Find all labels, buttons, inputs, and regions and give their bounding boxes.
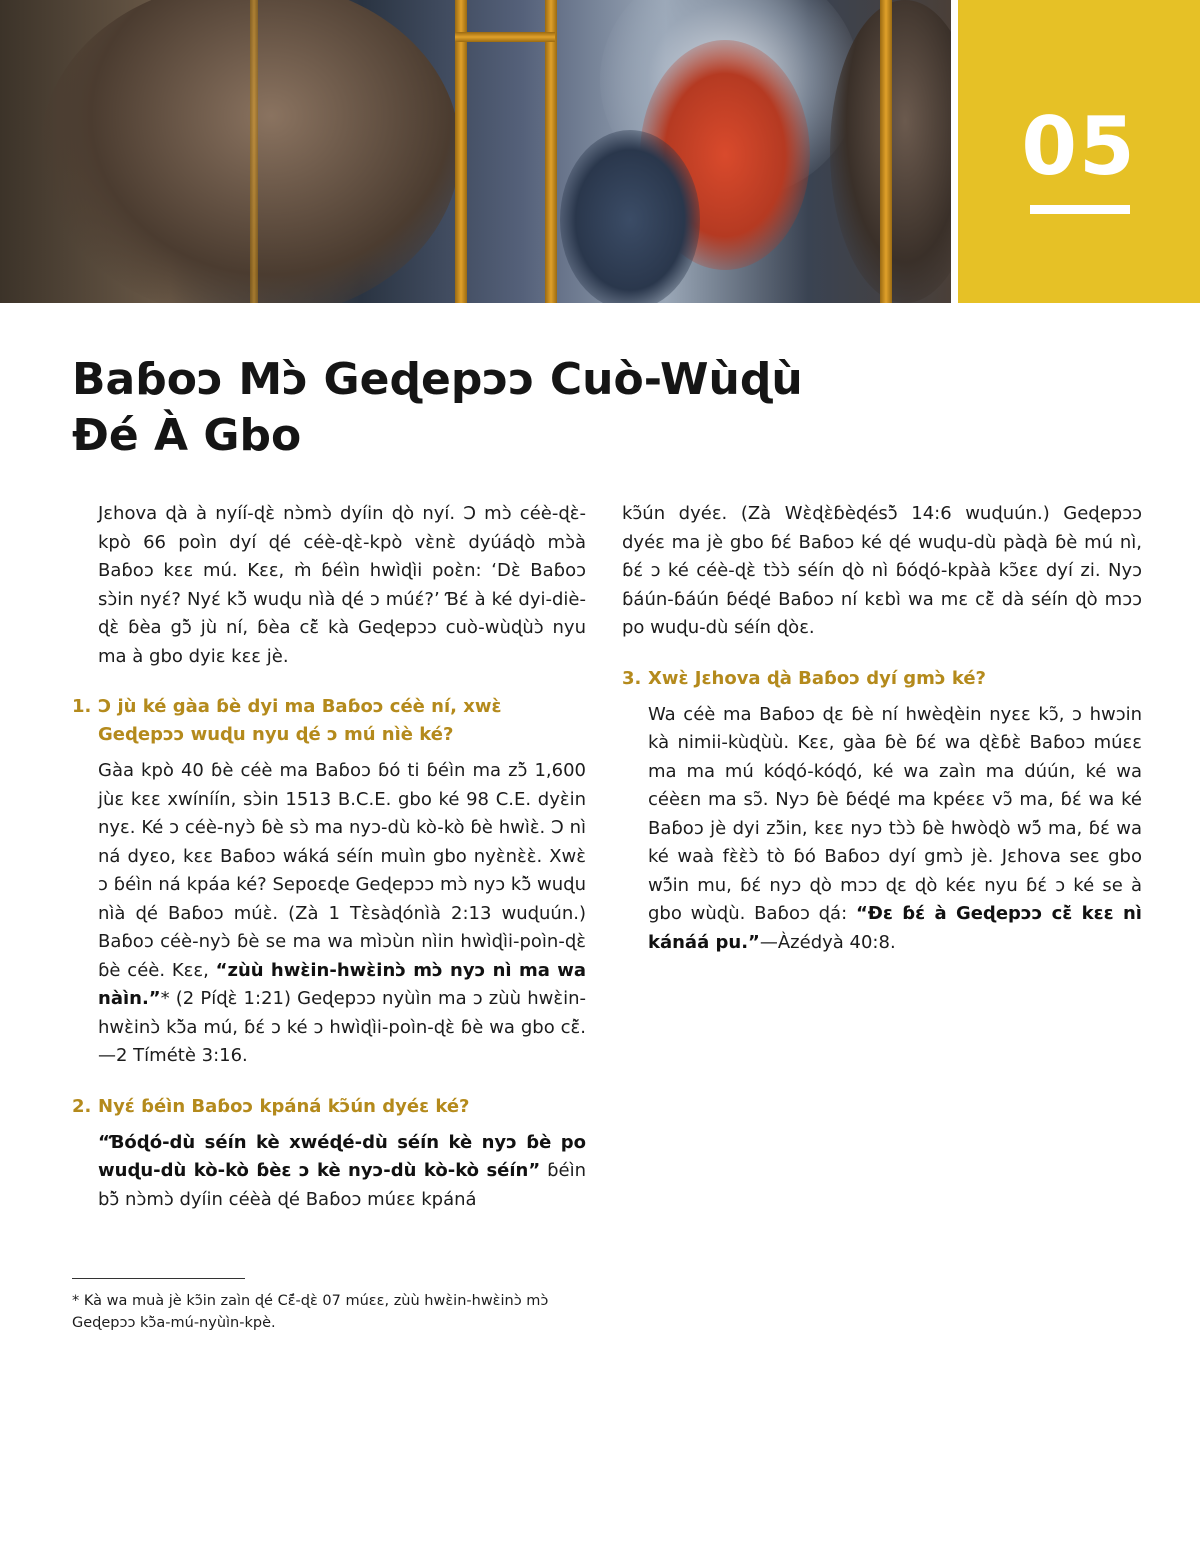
chapter-number: 05	[1021, 100, 1137, 193]
answer-text: Wa céè ma Baɓoɔ ɖɛ ɓè ní hwèɖèin nyɛɛ kɔ̃, ɔ hwɔin kà nimii-kùɖùù. Kɛɛ, gàa ɓè ɓɛ́ wa ɖɛ̀ɓɛ̀ Baɓoɔ múɛɛ ma ma mú kóɖó-kóɖó, ké wa zaìn ma dúún, ké wa céèɛn ma sɔ̃. Nyɔ ɓè ɓéɖé ma kpéɛɛ vɔ̃ ma, ɓɛ́ wa ké Baɓoɔ jè dyi zɔ̃̀in, kɛɛ nyɔ tɔ̀ɔ̀ ɓè hwòɖò wɔ̃́ ma, ɓɛ́ wa ké waà fɛ̀ɛ̀ɔ̀ tò ɓó Baɓoɔ dyí gmɔ̀ jè. Jɛhova seɛ gbo wɔ̃́in mu, ɓɛ́ nyɔ ɖò mɔɔ ɖɛ ɖò kéɛ nyu ɓɛ́ ɔ ké se à gbo wùɖù. Baɓoɔ ɖá:	[648, 703, 1142, 924]
question-text: Xwɛ̀ Jɛhova ɖà Baɓoɔ dyí gmɔ̀ ké?	[648, 667, 986, 689]
question-1	[72, 693, 586, 749]
photo-pole	[545, 0, 557, 303]
chapter-rule	[1030, 205, 1130, 214]
right-column	[622, 500, 1142, 957]
title-line-2: Ɖé À Gbo	[72, 410, 302, 461]
answer-text: Gàa kpò 40 ɓè céè ma Baɓoɔ ɓó ti ɓéìn ma zɔ̃̀ 1,600 jùɛ kɛɛ xwíníín, sɔ̀in 1513 B.C.E. gbo ké 98 C.E. dyɛ̀in nyɛ. Ké ɔ céè-nyɔ̀ ɓè sɔ̀ ma nyɔ-dù kò-kò ɓè hwìɛ̀. Ɔ nì ná dyɛo, kɛɛ Baɓoɔ wáká séín muìn gbo nyɛ̀nɛ̀ɛ̀. Xwɛ̀ ɔ ɓéìn ná kpáa ké? Sepoɛɖe Geɖepɔɔ mɔ̀ nyɔ kɔ̃̀ wuɖu nìà ɖé Baɓoɔ múɛ̀. (Zà 1 Tɛ̀sàɖónìà 2:13 wuɖuún.) Baɓoɔ céè-nyɔ̀ ɓè se ma wa mìɔùn nìin hwìɖìi-poìn-ɖɛ̀ ɓè céè. Kɛɛ,	[98, 760, 586, 981]
answer-1-paragraph	[72, 757, 586, 1071]
title-line-1: Baɓoɔ Mɔ̀ Geɖepɔɔ Cuò-Wùɖù	[72, 354, 803, 405]
footnote: * Kà wa muà jè kɔ̃in zaìn ɖé Cɛ̃́-ɖɛ̀ 07 múɛɛ, zùù hwɛ̀in-hwɛ̀inɔ̀ mɔ̀ Geɖepɔɔ kɔ̃̀a-mú-nyùìn-kpè.	[72, 1293, 549, 1331]
answer-text: * (2 Píɖɛ̀ 1:21) Geɖepɔɔ nyùìn ma ɔ zùù hwɛ̀in-hwɛ̀inɔ̀ kɔ̃̀a mú, ɓɛ́ ɔ ké ɔ hwìɖìi-poìn-ɖɛ̀ ɓè wa gbo cɛ̃̀.—2 Tímétè 3:16.	[98, 988, 586, 1066]
page-title	[72, 352, 1132, 464]
chapter-badge	[958, 0, 1200, 303]
question-number: 1.	[72, 696, 92, 717]
bold-quote: “Ɓóɖó-dù séín kè xwéɖé-dù séín kè nyɔ ɓè po wuɖu-dù kò-kò ɓèɛ ɔ kè nyɔ-dù kò-kò séín”	[98, 1131, 586, 1181]
left-column	[72, 500, 586, 1214]
photo-seat	[560, 130, 700, 303]
header-photo	[0, 0, 951, 303]
photo-pole	[250, 0, 258, 303]
question-number: 2.	[72, 1095, 92, 1117]
answer-2-continued: kɔ̃ún dyéɛ. (Zà Wɛ̀ɖɛ̀ɓèɖésɔ̃̀ 14:6 wuɖuún.) Geɖepɔɔ dyéɛ ma jè gbo ɓɛ́ Baɓoɔ ké ɖé wuɖu-dù pàɖà ɓè mú nì, ɓɛ́ ɔ ké céè-ɖɛ̀ tɔ̀ɔ̀ séín ɖò nì ɓóɖó-kpàà kɔ̃ɛɛ dyí zi. Nyɔ ɓáún-ɓáún ɓéɖé Baɓoɔ ní kɛbì wa mɛ cɛ̃̀ dà séín ɖò mɔɔ po wuɖu-dù séín ɖòɛ.	[622, 503, 1142, 638]
footnote-rule	[72, 1278, 245, 1279]
photo-rail	[455, 32, 555, 42]
question-2	[72, 1093, 586, 1121]
question-text: Nyɛ́ ɓéìn Baɓoɔ kpáná kɔ̃ún dyéɛ ké?	[98, 1095, 470, 1117]
answer-text: ɓéìn bɔ̃̀ nɔ̀mɔ̀ dyíin céèà ɖé Baɓoɔ múɛɛ kpáná	[98, 1160, 586, 1210]
photo-pole	[880, 0, 892, 303]
question-3	[622, 665, 1142, 693]
answer-3-paragraph	[622, 701, 1142, 958]
answer-2-paragraph	[72, 1129, 586, 1215]
intro-paragraph: Jɛhova ɖà à nyíí-ɖɛ̀ nɔ̀mɔ̀ dyíin ɖò nyí. Ɔ mɔ̀ céè-ɖɛ̀-kpò 66 poìn dyí ɖé céè-ɖɛ̀-kpò vɛ̀nɛ̀ dyúáɖò mɔ̀à Baɓoɔ kɛɛ mú. Kɛɛ, m̀ ɓéìn hwìɖìi poɛ̀n: ‘Dɛ̀ Baɓoɔ sɔ̀in nyɛ́? Nyɛ́ kɔ̃̀ wuɖu nìà ɖé ɔ múɛ́?’ Ɓɛ́ à ké dyi-diè-ɖɛ̀ ɓèa gɔ̃̀ jù ní, ɓèa cɛ̃̀ kà Geɖepɔɔ cuò-wùɖùɔ̀ nyu ma à gbo dyiɛ kɛɛ jè.	[98, 503, 586, 667]
question-text: Ɔ jù ké gàa ɓè dyi ma Baɓoɔ céè ní, xwɛ̀ Geɖepɔɔ wuɖu nyu ɖé ɔ mú nìè ké?	[98, 696, 502, 745]
question-number: 3.	[622, 667, 642, 689]
answer-text: —Àzédyà 40:8.	[759, 931, 896, 953]
bold-quote: “zùù hwɛ̀in-hwɛ̀inɔ̀ mɔ̀ nyɔ nì ma wa nàìn.”	[98, 959, 586, 1009]
bold-quote: “Ɖɛ ɓɛ́ à Geɖepɔɔ cɛ̃̀ kɛɛ nì kánáá pu.”	[648, 903, 1142, 953]
photo-pole	[455, 0, 467, 303]
